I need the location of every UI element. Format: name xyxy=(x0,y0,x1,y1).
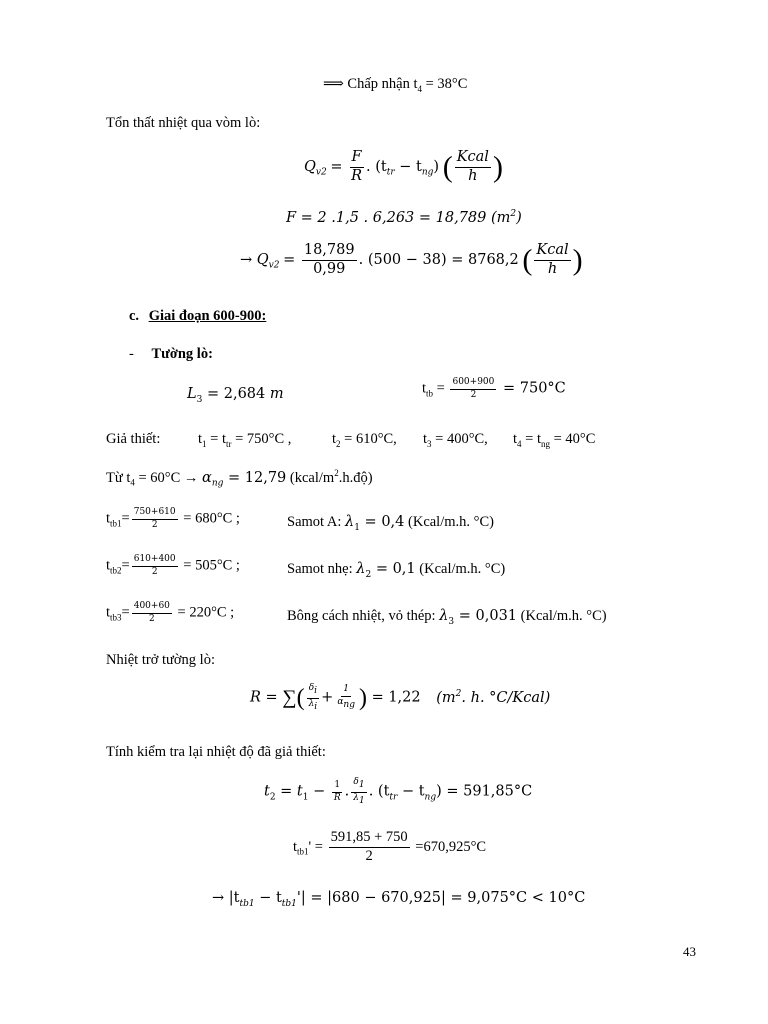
length-formula: $L_3 = 2,684$ m xyxy=(187,386,284,405)
ttb2-fraction: $\frac{610+400}{2}$ xyxy=(133,554,176,577)
ttb-fraction: $\frac{600+900}{2}$ xyxy=(452,377,495,400)
ttb3-fraction: $\frac{400+60}{2}$ xyxy=(133,601,170,624)
t2-check-formula: $t_2 = t_1$ − $\frac{1}{R}$ . $\frac{\delta_1}{\lambda_1}$ . $(t_{tr} - t_{ng}) = 591,85^\circ C$ xyxy=(264,777,533,806)
page-number: 43 xyxy=(683,944,696,959)
delta-over-lambda: $\frac{\delta_i}{\lambda_i}$ xyxy=(308,683,318,712)
ttb1-fraction: $\frac{750+610}{2}$ xyxy=(133,507,176,530)
ttb1-line: $t_{tb1}=$ $\frac{750+610}{2}$ = 680°C ; Samot A: $\lambda_1 = 0,4$ (Kcal/m.h. °C) xyxy=(106,507,494,533)
unit-fraction: $\frac{\text{Kcal}}{h}$ xyxy=(456,149,489,184)
convection-line: Từ $t_4 = 60^\circ C \to \alpha_{ng} = 12,79$ $(kcal/m^2.h.độ)$ xyxy=(106,468,373,489)
ttb-formula: $t_{tb}$ = $\frac{600+900}{2}$ = 750°C xyxy=(422,377,566,400)
assumption-line: Giả thiết: $t_1 = t_{tr} = 750^\circ C$ , $t_2 = 610^\circ C$, $t_3 = 400^\circ C$, $t_4 = t_{ng} = 40^\circ C$ xyxy=(106,431,596,449)
resistance-label: Nhiệt trở tường lò: xyxy=(106,652,215,668)
ttb1-prime-formula: $t_{tb1}'$ = $\frac{591,85 + 750}{2}$ =670,925°C xyxy=(293,829,487,864)
qv2-formula: $Q_{v2}$ = $\frac{F}{R}$ . $(t_{tr} - t_{ng})$ ( $\frac{\text{Kcal}}{h}$ ) xyxy=(304,149,503,184)
ttb3-line: $t_{tb3}=$ $\frac{400+60}{2}$ = 220°C ; Bông cách nhiệt, vỏ thép: $\lambda_3 = 0,031$ (Kcal/m.h. °C) xyxy=(106,601,607,627)
sum-symbol: ∑ xyxy=(282,686,297,709)
accept-line: ⟹ Chấp nhận $t_4 = 38^\circ C$ xyxy=(323,76,468,94)
delta1-over-lambda1: $\frac{\delta_1}{\lambda_1}$ xyxy=(353,777,365,806)
one-over-alpha: $\frac{1}{\alpha_{ng}}$ xyxy=(337,684,355,711)
one-over-r: $\frac{1}{R}$ xyxy=(333,779,341,803)
roof-loss-label: Tổn thất nhiệt qua vòm lò: xyxy=(106,115,261,131)
ttb1-prime-fraction: $\frac{591,85 + 750}{2}$ xyxy=(330,829,408,864)
resistance-formula: R = ∑( $\frac{\delta_i}{\lambda_i}$ + $\frac{1}{\alpha_{ng}}$ ) = 1,22 ($m^2$. h. °C/Kcal) xyxy=(250,683,551,712)
f-over-r: $\frac{F}{R}$ xyxy=(351,149,363,184)
ttb2-line: $t_{tb2}=$ $\frac{610+400}{2}$ = 505°C ; Samot nhẹ: $\lambda_2 = 0,1$ (Kcal/m.h. °C) xyxy=(106,554,506,580)
implies-arrow: ⟹ xyxy=(323,76,344,92)
difference-formula: → $|t_{tb1} - t_{tb1}'| = |680 - 670,925| = 9,075^\circ C < 10^\circ C$ xyxy=(212,890,586,909)
area-formula: F = 2 .1,5 . 6,263 = 18,789 $(m^2)$ xyxy=(286,209,522,226)
section-heading: c. Giai đoạn 600-900: xyxy=(129,308,267,324)
check-label: Tính kiểm tra lại nhiệt độ đã giả thiết: xyxy=(106,744,326,760)
wall-item: - Tường lò: xyxy=(129,346,213,362)
unit-fraction: $\frac{\text{Kcal}}{h}$ xyxy=(536,242,569,277)
value-fraction: $\frac{18,789}{0,99}$ xyxy=(303,242,355,277)
qv2-value-formula: → $Q_{v2}$ = $\frac{18,789}{0,99}$ . (500 − 38) = 8768,2 ( $\frac{\text{Kcal}}{h}$ ) xyxy=(240,242,583,277)
